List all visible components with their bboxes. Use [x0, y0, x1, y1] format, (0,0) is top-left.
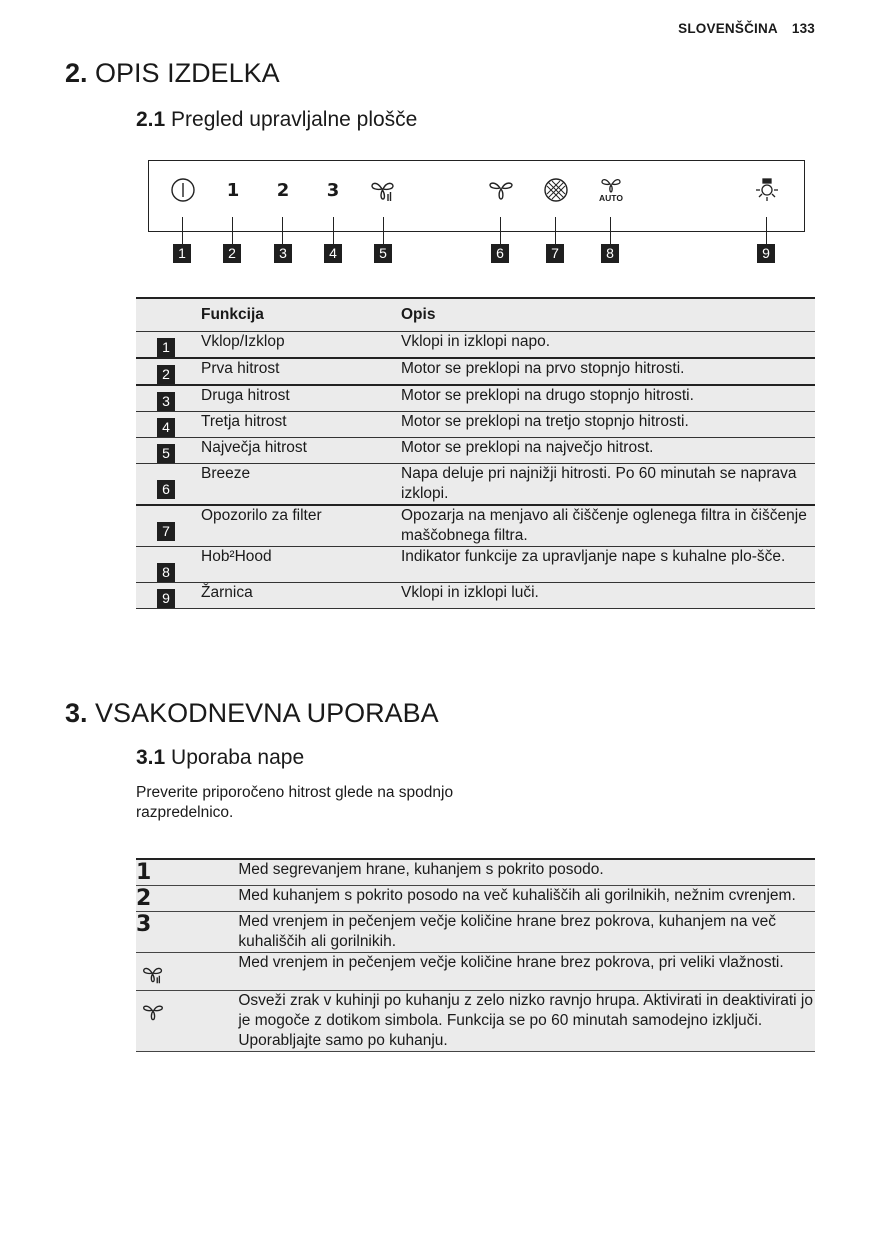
description-cell: Vklopi in izklopi luči. — [401, 583, 815, 609]
table-row — [136, 991, 815, 1052]
table-row — [136, 953, 815, 991]
power-icon — [169, 178, 197, 202]
section-3-1-text: Uporaba nape — [171, 746, 305, 769]
function-cell: Breeze — [201, 464, 401, 506]
table-header-cell — [136, 298, 201, 332]
speed-1-icon: 1 — [226, 179, 240, 201]
table-row — [136, 464, 815, 506]
section-2-title — [65, 58, 280, 89]
speed-symbol: 1 — [136, 859, 238, 886]
section-3-1-title — [136, 746, 304, 770]
filter-grid-icon — [542, 178, 570, 202]
usage-table — [136, 858, 815, 1052]
callout-line — [383, 217, 384, 244]
section-2-1-title — [136, 108, 417, 132]
section-3-number: 3. — [65, 698, 88, 728]
callout-line — [182, 217, 183, 244]
usage-text: Osveži zrak v kuhinji po kuhanju z zelo nizko ravnjo hrupa. Aktivirati in deaktivirati jo je mogoče z dotikom simbola. Funkcija se po 60 minutah samodejno izključi. Uporabljajte samo po kuhanju. — [238, 991, 815, 1052]
table-row — [136, 412, 815, 438]
usage-text: Med vrenjem in pečenjem večje količine hrane brez pokrova, kuhanjem na več kuhališčih ali gorilnikih. — [238, 912, 815, 953]
table-row — [136, 385, 815, 412]
row-number-badge: 7 — [157, 522, 175, 541]
intro-paragraph: Preverite priporočeno hitrost glede na spodnjo razpredelnico. — [136, 784, 454, 821]
callout-number: 8 — [601, 244, 619, 263]
table-header-cell: Opis — [401, 298, 815, 332]
callout-line — [500, 217, 501, 244]
callout-line — [555, 217, 556, 244]
table-row — [136, 547, 815, 583]
function-cell: Največja hitrost — [201, 438, 401, 464]
callout-number: 9 — [757, 244, 775, 263]
fan-boost-icon — [136, 953, 238, 991]
breeze-fan-icon — [487, 178, 515, 202]
callout-line — [610, 217, 611, 244]
speed-3-icon: 3 — [326, 179, 340, 201]
description-cell: Motor se preklopi na največjo hitrost. — [401, 438, 815, 464]
table-row — [136, 332, 815, 359]
table-row — [136, 886, 815, 912]
table-row — [136, 358, 815, 385]
callout-number: 5 — [374, 244, 392, 263]
section-2-number: 2. — [65, 58, 88, 88]
description-cell: Motor se preklopi na drugo stopnjo hitrosti. — [401, 385, 815, 412]
auto-label: AUTO — [599, 192, 623, 203]
table-row — [136, 583, 815, 609]
section-3-title — [65, 698, 439, 729]
usage-text: Med segrevanjem hrane, kuhanjem s pokrito posodo. — [238, 859, 815, 886]
usage-text: Med vrenjem in pečenjem večje količine hrane brez pokrova, pri veliki vlažnosti. — [238, 953, 815, 991]
function-cell: Tretja hitrost — [201, 412, 401, 438]
section-2-1-number: 2.1 — [136, 108, 166, 131]
callout-number: 2 — [223, 244, 241, 263]
speed-symbol: 3 — [136, 912, 238, 953]
table-row — [136, 438, 815, 464]
speed-symbol: 2 — [136, 886, 238, 912]
function-cell: Druga hitrost — [201, 385, 401, 412]
row-number-badge: 6 — [157, 480, 175, 499]
row-number-badge: 8 — [157, 563, 175, 582]
row-number-badge: 5 — [157, 444, 175, 463]
lamp-icon — [753, 178, 781, 202]
function-cell: Hob²Hood — [201, 547, 401, 583]
callout-number: 7 — [546, 244, 564, 263]
function-cell: Vklop/Izklop — [201, 332, 401, 359]
callout-number: 4 — [324, 244, 342, 263]
row-number-badge: 1 — [157, 338, 175, 357]
row-number-badge: 9 — [157, 589, 175, 608]
table-header-row — [136, 298, 815, 332]
section-2-text: OPIS IZDELKA — [95, 58, 280, 88]
description-cell: Motor se preklopi na prvo stopnjo hitrosti. — [401, 358, 815, 385]
fan-boost-icon — [369, 178, 397, 202]
breeze-fan-icon — [136, 991, 238, 1052]
callout-line — [333, 217, 334, 244]
section-3-1-number: 3.1 — [136, 746, 166, 769]
callout-number: 6 — [491, 244, 509, 263]
function-cell: Žarnica — [201, 583, 401, 609]
usage-text: Med kuhanjem s pokrito posodo na več kuhališčih ali gorilnikih, nežnim cvrenjem. — [238, 886, 815, 912]
page-number: 133 — [791, 21, 815, 36]
description-cell: Opozarja na menjavo ali čiščenje oglenega filtra in čiščenje maščobnega filtra. — [401, 505, 815, 547]
speed-2-icon: 2 — [276, 179, 290, 201]
callout-number: 3 — [274, 244, 292, 263]
function-cell: Opozorilo za filter — [201, 505, 401, 547]
row-number-badge: 2 — [157, 365, 175, 384]
description-cell: Motor se preklopi na tretjo stopnjo hitrosti. — [401, 412, 815, 438]
description-cell: Vklopi in izklopi napo. — [401, 332, 815, 359]
language-label: SLOVENŠČINA — [678, 21, 778, 36]
function-cell: Prva hitrost — [201, 358, 401, 385]
callout-line — [232, 217, 233, 244]
table-header-cell: Funkcija — [201, 298, 401, 332]
callout-line — [766, 217, 767, 244]
row-number-badge: 3 — [157, 392, 175, 411]
section-3-text: VSAKODNEVNA UPORABA — [95, 698, 439, 728]
table-row — [136, 859, 815, 886]
function-table — [136, 297, 815, 609]
callout-line — [282, 217, 283, 244]
description-cell: Napa deluje pri najnižji hitrosti. Po 60 minutah se naprava izklopi. — [401, 464, 815, 506]
description-cell: Indikator funkcije za upravljanje nape s kuhalne plo-šče. — [401, 547, 815, 583]
section-2-1-text: Pregled upravljalne plošče — [171, 108, 418, 131]
page-header — [678, 21, 815, 36]
row-number-badge: 4 — [157, 418, 175, 437]
fan-auto-icon — [597, 174, 625, 204]
table-row — [136, 505, 815, 547]
table-row — [136, 912, 815, 953]
callout-number: 1 — [173, 244, 191, 263]
